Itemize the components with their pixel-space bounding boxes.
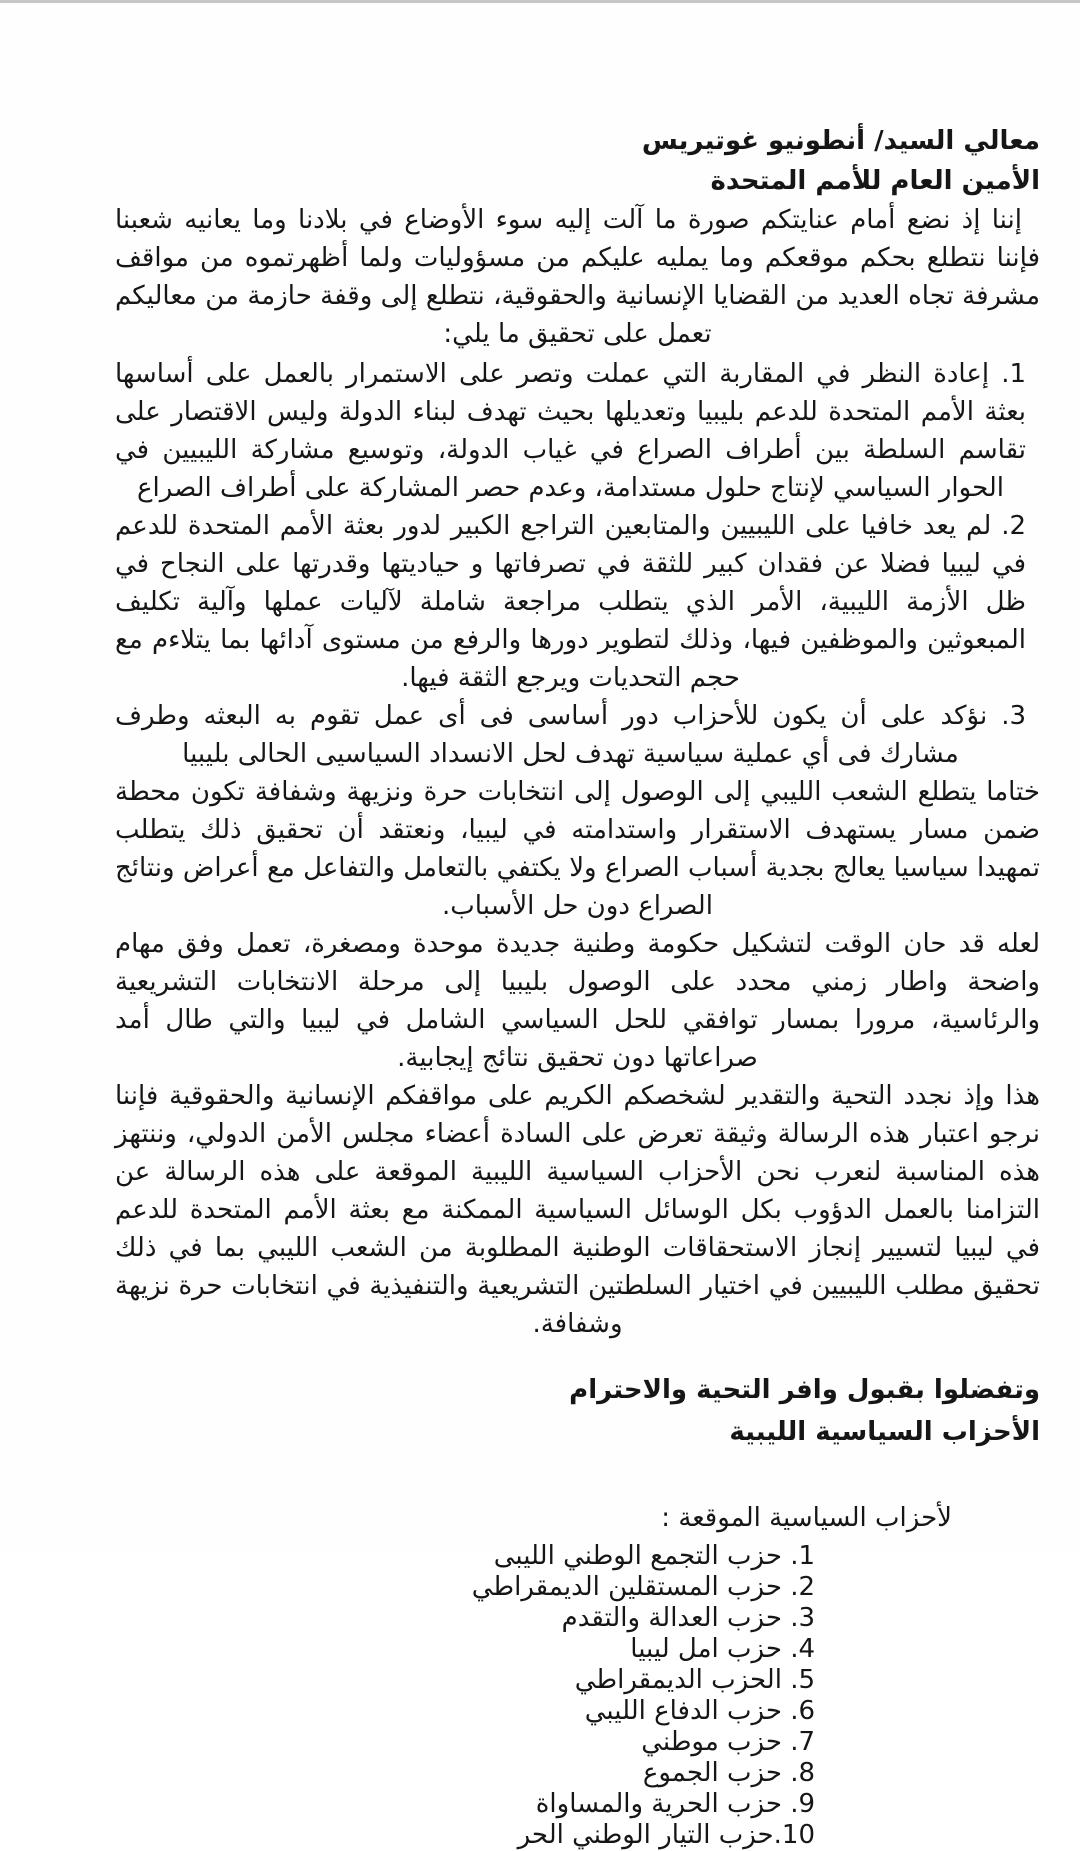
recipient-block — [115, 121, 1040, 201]
party-name: حزب الحرية والمساواة — [535, 1789, 782, 1819]
closing-block — [115, 1369, 1040, 1453]
party-number: 6. — [790, 1696, 815, 1726]
party-number: 3. — [790, 1603, 815, 1633]
paragraph-new-government: لعله قد حان الوقت لتشكيل حكومة وطنية جديدة موحدة ومصغرة، تعمل وفق مهام واضحة واطار زمني محدد على الوصول بليبيا إلى مرحلة الانتخابات التشريعية والرئاسية، مرورا بمسار توافقي للحل السياسي الشامل في ليبيا والتي طال أمد صراعاتها دون تحقيق نتائج إيجابية. — [115, 929, 1040, 1073]
recipient-name: معالي السيد/ أنطونيو غوتيريس — [641, 126, 1040, 156]
demand-text: إعادة النظر في المقاربة التي عملت وتصر على الاستمرار بالعمل على أساسها بعثة الأمم المتحدة للدعم بليبيا وتعديلها بحيث تهدف لبناء الدولة وليس الاقتصار على تقاسم السلطة بين أطراف الصراع في غياب الدولة، وتوسيع مشاركة الليبيين في الحوار السياسي لإنتاج حلول مستدامة، وعدم حصر المشاركة على أطراف الصراع — [115, 359, 1026, 503]
party-number: 5. — [790, 1665, 815, 1695]
paragraph-conclusion-elections: ختاما يتطلع الشعب الليبي إلى الوصول إلى انتخابات حرة ونزيهة وشفافة تكون محطة ضمن مسار يستهدف الاستقرار واستدامته في ليبيا، ونعتقد أن تحقيق ذلك يتطلب تمهيدا سياسيا يعالج بجدية أسباب الصراع ولا يكتفي بالتعامل والتفاعل مع أعراض ونتائج الصراع دون حل الأسباب. — [115, 777, 1040, 921]
party-item-3 — [115, 1603, 815, 1634]
demand-item-1 — [115, 355, 1040, 507]
closing-signature: الأحزاب السياسية الليبية — [729, 1417, 1040, 1447]
party-item-1 — [115, 1541, 815, 1572]
signatories-label: لأحزاب السياسية الموقعة : — [661, 1503, 952, 1533]
party-number: 8. — [790, 1758, 815, 1788]
party-item-2 — [115, 1572, 815, 1603]
party-item-7 — [115, 1727, 815, 1758]
demand-text: لم يعد خافيا على الليبيين والمتابعين التراجع الكبير لدور بعثة الأمم المتحدة للدعم في ليبيا فضلا عن فقدان كبير للثقة في تصرفاتها و حياديتها وقدرتها على النجاح في ظل الأزمة الليبية، الأمر الذي يتطلب مراجعة شاملة لآليات عملها وآلية تكليف المبعوثين والموظفين فيها، وذلك لتطوير دورها والرفع من مستوى آدائها بما يتلاءم مع حجم التحديات ويرجع الثقة فيها. — [115, 511, 1026, 693]
party-item-5 — [115, 1665, 815, 1696]
party-name: حزب الدفاع الليبي — [584, 1696, 782, 1726]
demand-text: نؤكد على أن يكون للأحزاب دور أساسى فى أى عمل تقوم به البعثه وطرف مشارك فى أي عملية سياسية تهدف لحل الانسداد السياسيى الحالى بليبيا — [115, 701, 988, 769]
closing-salutation: وتفضلوا بقبول وافر التحية والاحترام — [569, 1375, 1040, 1405]
party-number: 4. — [790, 1634, 815, 1664]
demand-number: 3. — [1001, 701, 1026, 731]
party-item-6 — [115, 1696, 815, 1727]
party-item-9 — [115, 1789, 815, 1820]
party-number: 9. — [790, 1789, 815, 1819]
party-name: حزب التيار الوطني الحر — [517, 1820, 774, 1850]
paragraph-security-council: هذا وإذ نجدد التحية والتقدير لشخصكم الكريم على مواقفكم الإنسانية والحقوقية فإننا نرجو اعتبار هذه الرسالة وثيقة تعرض على السادة أعضاء مجلس الأمن الدولي، وننتهز هذه المناسبة لنعرب نحن الأحزاب السياسية الليبية الموقعة على هذه الرسالة عن التزامنا بالعمل الدؤوب بكل الوسائل السياسية الممكنة مع بعثة الأمم المتحدة للدعم في ليبيا لتسيير إنجاز الاستحقاقات الوطنية المطلوبة من الشعب الليبي بما في ذلك تحقيق مطلب الليبيين في اختيار السلطتين التشريعية والتنفيذية في انتخابات حرة نزيهة وشفافة. — [115, 1081, 1040, 1339]
party-name: حزب التجمع الوطني الليبى — [493, 1541, 782, 1571]
party-name: حزب المستقلين الديمقراطي — [471, 1572, 782, 1602]
demand-number: 1. — [1001, 359, 1027, 389]
party-item-10 — [115, 1820, 815, 1851]
intro-paragraph: إننا إذ نضع أمام عنايتكم صورة ما آلت إليه سوء الأوضاع في بلادنا وما يعانيه شعبنا فإننا نتطلع بحكم موقعكم وما يمليه عليكم من مسؤوليات ولما أظهرتموه من مواقف مشرفة تجاه العديد من القضايا الإنسانية والحقوقية، نتطلع إلى وقفة حازمة من معاليكم تعمل على تحقيق ما يلي: — [115, 205, 1040, 349]
demand-item-2 — [115, 507, 1040, 697]
demands-list — [115, 355, 1040, 773]
party-item-4 — [115, 1634, 815, 1665]
party-name: حزب امل ليبيا — [630, 1634, 782, 1664]
party-number: 1. — [790, 1541, 815, 1571]
party-number: 2. — [790, 1572, 815, 1602]
party-number: 10. — [773, 1820, 815, 1850]
demand-number: 2. — [1001, 511, 1027, 541]
letter-content — [115, 121, 1040, 1851]
party-list — [115, 1541, 1040, 1851]
party-item-8 — [115, 1758, 815, 1789]
demand-item-3 — [115, 697, 1040, 773]
party-name: حزب العدالة والتقدم — [561, 1603, 782, 1633]
party-name: حزب الجموع — [642, 1758, 782, 1788]
party-name: حزب موطني — [641, 1727, 782, 1757]
recipient-title: الأمين العام للأمم المتحدة — [710, 166, 1040, 196]
party-number: 7. — [790, 1727, 815, 1757]
party-name: الحزب الديمقراطي — [574, 1665, 782, 1695]
